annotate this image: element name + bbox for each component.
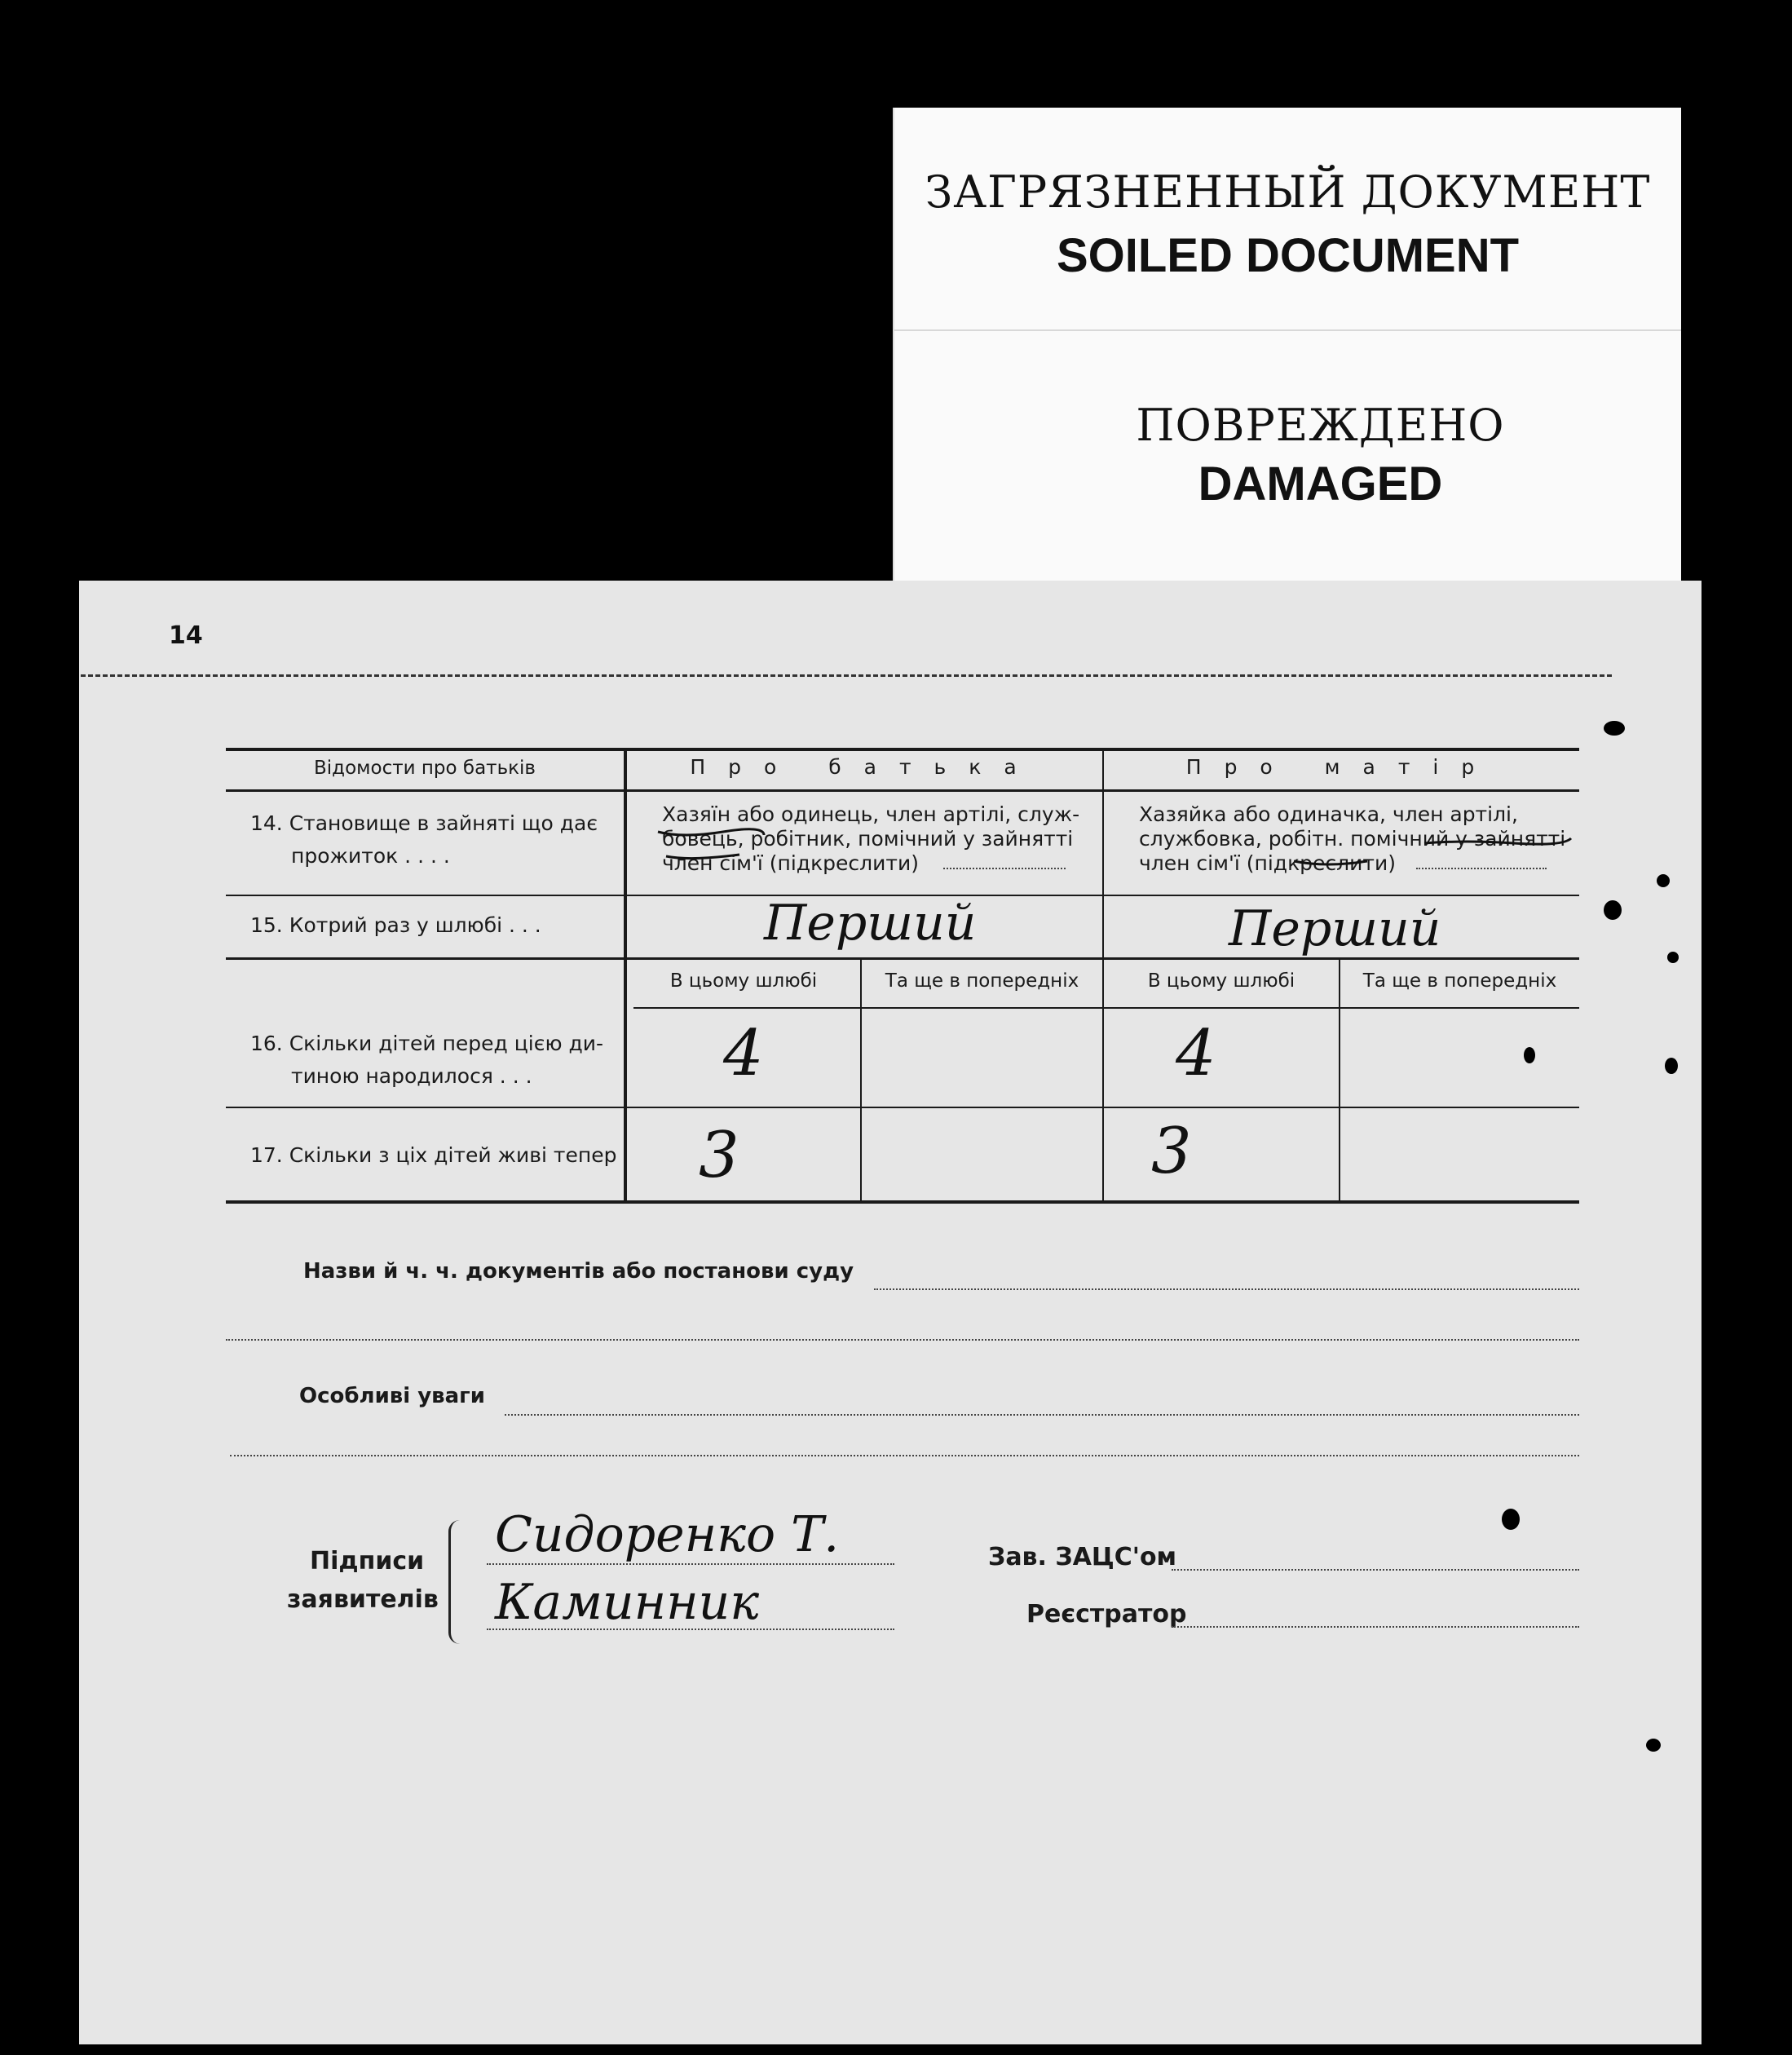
row17-mother-value: 3 <box>1151 1115 1192 1188</box>
applicant-signature-2: Каминник <box>495 1574 760 1631</box>
row15-label: 15. Котрий раз у шлюбі . . . <box>250 913 541 937</box>
soiled-document-label <box>893 108 1681 597</box>
registrar-line <box>1172 1626 1579 1628</box>
table-divider <box>860 960 862 1203</box>
hole-mark <box>1502 1509 1520 1530</box>
header-mother: Про матір <box>1185 755 1498 779</box>
damaged-label-en: DAMAGED <box>1198 457 1443 510</box>
table-bottom-border <box>226 1200 1579 1204</box>
row16-label-line1: 16. Скільки дітей перед цією ди- <box>250 1032 604 1055</box>
row17-father-value: 3 <box>699 1119 739 1192</box>
applicant-signature-1: Сидоренко Т. <box>495 1506 840 1563</box>
row14-father-line3: член сім'ї (підкреслити) <box>662 851 919 875</box>
remarks-label: Особливі уваги <box>299 1384 485 1408</box>
documents-dotted-line <box>874 1288 1579 1290</box>
registration-form-sheet <box>79 581 1702 2044</box>
registrar-label: Реєстратор <box>1026 1600 1187 1629</box>
signature-line-1 <box>487 1563 894 1565</box>
row15-mother-value: Перший <box>1229 900 1441 957</box>
row14-father-line1: Хазяїн або одинець, член артілі, служ- <box>662 802 1080 826</box>
table-line <box>226 957 1579 960</box>
table-divider <box>1339 960 1340 1203</box>
row16-mother-value: 4 <box>1176 1017 1216 1090</box>
perforation-line <box>81 674 1612 677</box>
table-top-border <box>226 748 1579 751</box>
row14-mother-line3: член сім'ї (підкреслити) <box>1139 851 1396 875</box>
hole-mark <box>1665 1058 1678 1074</box>
documents-label: Назви й ч. ч. документів або постанови суду <box>303 1259 854 1284</box>
subheader-father-previous: Та ще в попередніх <box>885 970 1079 992</box>
row14-label-line2: прожиток . . . . <box>291 844 450 868</box>
remarks-dotted-line-2 <box>230 1455 1579 1456</box>
row14-mother-line1: Хазяйка або одиначка, член артілі, <box>1139 802 1518 826</box>
table-line <box>633 1007 1579 1009</box>
subheader-mother-previous: Та ще в попередніх <box>1362 970 1557 992</box>
row14-father-line2: бовець, робітник, помічний у зайнятті <box>662 827 1074 851</box>
label-fold-line <box>894 329 1681 331</box>
hole-mark <box>1604 900 1622 920</box>
remarks-dotted-line <box>505 1414 1579 1416</box>
row14-mother-line2: службовка, робітн. помічний у зайнятті <box>1139 827 1566 851</box>
signature-line-2 <box>487 1629 894 1630</box>
subheader-father-this-marriage: В цьому шлюбі <box>669 970 818 992</box>
hole-mark <box>1646 1739 1661 1752</box>
soiled-label-en: SOILED DOCUMENT <box>1056 229 1520 282</box>
row14-label-line1: 14. Становище в зайняті що дає <box>250 811 598 835</box>
registry-head-line <box>1172 1569 1579 1571</box>
row16-father-value: 4 <box>723 1017 764 1090</box>
header-father: Про батька <box>690 755 1039 779</box>
subheader-mother-this-marriage: В цьому шлюбі <box>1147 970 1295 992</box>
corner-mark: 14 <box>169 621 203 650</box>
row17-label: 17. Скільки з ціх дітей живі тепер <box>250 1143 617 1167</box>
documents-dotted-line-2 <box>226 1339 1579 1341</box>
row16-label-line2: тиною народилося . . . <box>291 1064 532 1088</box>
row15-father-value: Перший <box>764 895 977 952</box>
registry-head-label: Зав. ЗАЦС'ом <box>988 1543 1177 1571</box>
table-line <box>226 789 1579 792</box>
header-parents-info: Відомости про батьків <box>314 758 536 779</box>
hole-mark <box>1667 952 1679 963</box>
hole-mark <box>1604 721 1625 736</box>
hole-mark <box>1657 874 1670 887</box>
hole-mark <box>1524 1047 1535 1063</box>
signatures-brace <box>448 1520 466 1644</box>
underline-marks <box>650 807 1587 881</box>
soiled-label-ru: ЗАГРЯЗНЕННЫЙ ДОКУМЕНТ <box>925 166 1651 218</box>
signatures-label-line1: Підписи <box>310 1547 425 1576</box>
table-line <box>226 1107 1579 1108</box>
damaged-label-ua: ПОВРЕЖДЕНО <box>1136 400 1505 451</box>
signatures-label-line2: заявителів <box>287 1585 439 1614</box>
